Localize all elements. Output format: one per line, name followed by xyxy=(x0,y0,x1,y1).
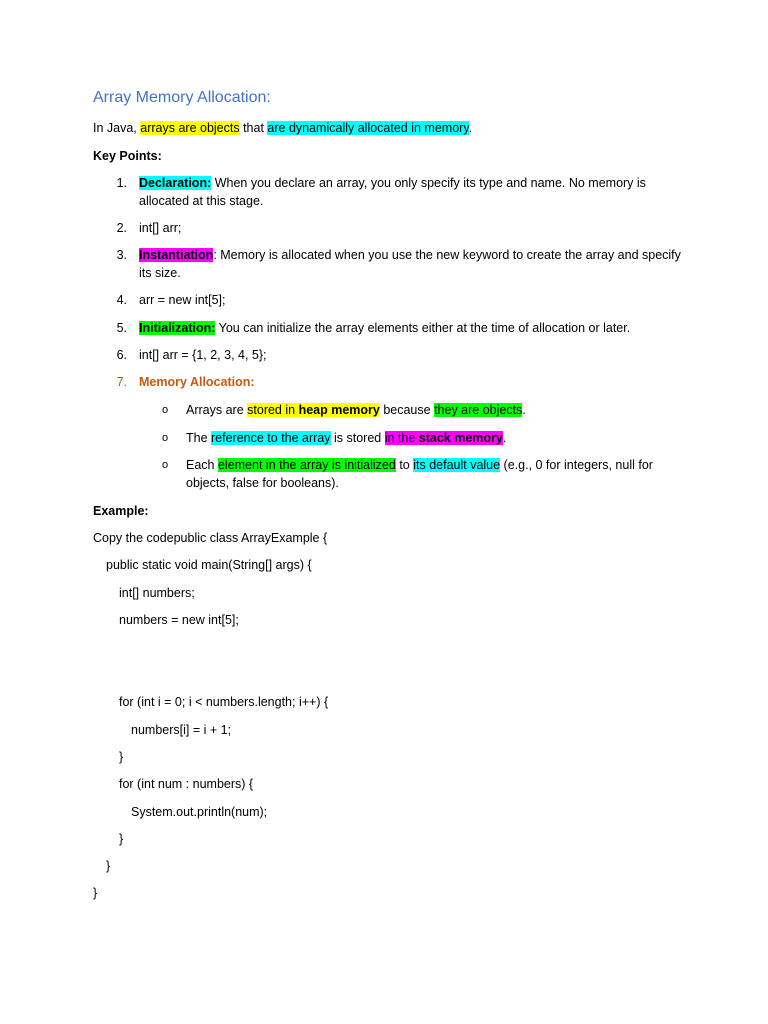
intro-text: In Java, xyxy=(93,121,141,135)
list-number: 5. xyxy=(116,321,127,335)
code-line: } xyxy=(93,886,98,900)
list-number: 4. xyxy=(116,293,127,307)
list-item-code: arr = new int[5]; xyxy=(139,293,226,307)
highlight-initialization: Initialization: xyxy=(139,321,216,335)
code-line: int[] numbers; xyxy=(119,586,195,600)
list-item-text: You can initialize the array elements either at the time of allocation or later. xyxy=(215,321,631,335)
subpoint-heap: Arrays are stored in heap memory because they are objects. xyxy=(186,403,526,417)
highlight-stack: in the stack memory xyxy=(384,431,503,445)
list-item-text: : Memory is allocated when you use the new keyword to create the array and specify its size. xyxy=(139,248,681,280)
list-item-text: When you declare an array, you only specify its type and name. No memory is allocated at this stage. xyxy=(139,176,646,208)
list-item-instantiation xyxy=(139,246,684,282)
list-item-code: int[] arr; xyxy=(139,221,182,235)
list-item-initialization xyxy=(139,319,684,337)
code-line: numbers[i] = i + 1; xyxy=(131,723,232,737)
code-line: numbers = new int[5]; xyxy=(119,613,239,627)
bullet-marker: o xyxy=(162,459,169,471)
bullet-marker: o xyxy=(162,432,169,444)
highlight-declaration: Declaration: xyxy=(139,176,212,190)
intro-text: . xyxy=(468,121,473,135)
code-line: public static void main(String[] args) { xyxy=(106,558,312,572)
list-item-declaration xyxy=(139,174,684,210)
highlight-they-are-objects: they are objects xyxy=(434,403,523,417)
list-number: 2. xyxy=(116,221,127,235)
highlight-arrays-objects: arrays are objects xyxy=(140,121,240,135)
page-title: Array Memory Allocation: xyxy=(93,89,271,106)
bullet-marker: o xyxy=(162,404,169,416)
highlight-reference: reference to the array xyxy=(211,431,331,445)
intro-text: that xyxy=(239,121,268,135)
key-points-heading: Key Points: xyxy=(93,149,162,163)
code-line: for (int num : numbers) { xyxy=(119,777,254,791)
highlight-dynamic-allocation: are dynamically allocated in memory xyxy=(267,121,469,135)
highlight-element-initialized: element in the array is initialized xyxy=(217,458,396,472)
list-item-code: int[] arr = {1, 2, 3, 4, 5}; xyxy=(139,348,267,362)
code-line: } xyxy=(119,832,124,846)
example-heading: Example: xyxy=(93,504,149,518)
list-number: 1. xyxy=(116,176,127,190)
list-number: 7. xyxy=(116,375,127,389)
subpoint-default-value: Each element in the array is initialized to its default value (e.g., 0 for integers, null for objects, false for booleans). xyxy=(186,458,653,490)
code-line: Copy the codepublic class ArrayExample { xyxy=(93,531,328,545)
list-item-memory-allocation: Memory Allocation: xyxy=(139,375,255,389)
code-line: System.out.println(num); xyxy=(131,805,268,819)
highlight-instantiation: Instantiation xyxy=(139,248,214,262)
code-line: } xyxy=(119,750,124,764)
highlight-heap: stored in heap memory xyxy=(247,403,380,417)
list-number: 3. xyxy=(116,248,127,262)
highlight-default-value: its default value xyxy=(413,458,501,472)
intro-paragraph xyxy=(93,119,472,137)
code-line: } xyxy=(106,859,111,873)
list-number: 6. xyxy=(116,348,127,362)
code-line: for (int i = 0; i < numbers.length; i++) { xyxy=(119,695,329,709)
subpoint-stack: The reference to the array is stored in the stack memory. xyxy=(186,431,507,445)
